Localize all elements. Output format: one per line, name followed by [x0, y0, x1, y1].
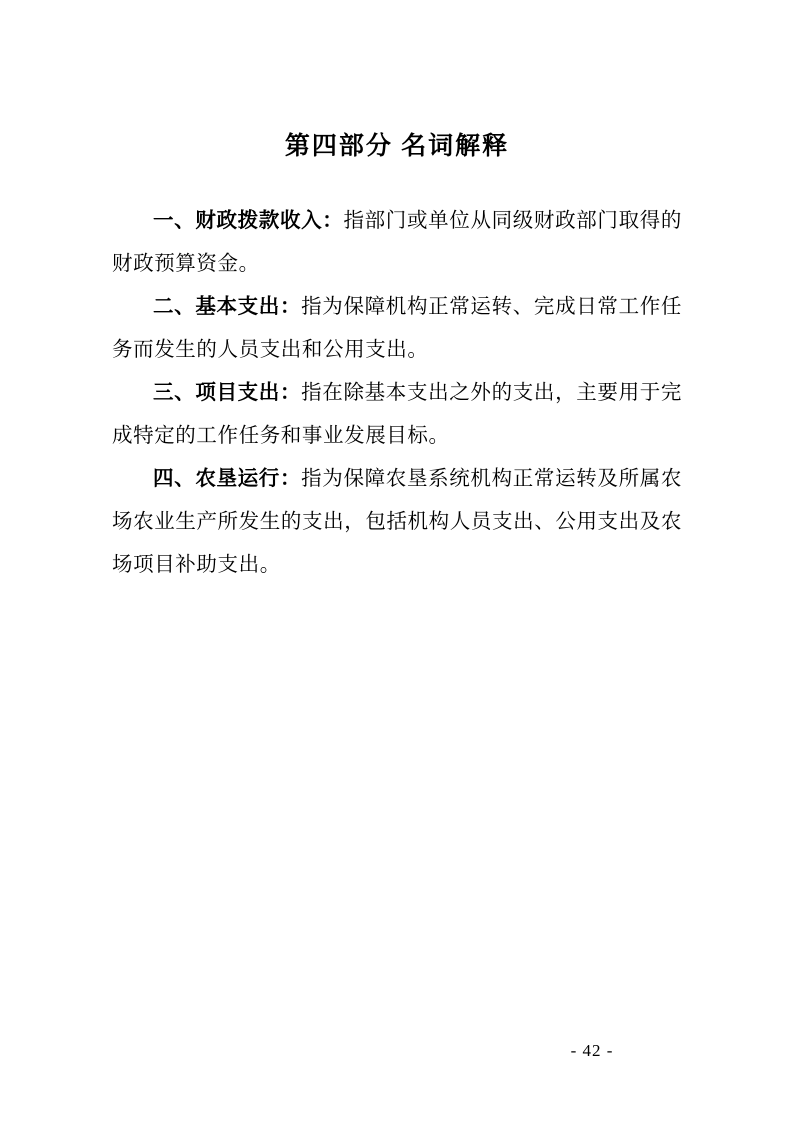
paragraph-lead: 二、基本支出：: [153, 295, 302, 318]
paragraph-item: [112, 458, 682, 587]
paragraph-text: 指为保障农垦系统机构正常运转及所属农场农业生产所发生的支出，包括机构人员支出、公用支出及农场项目补助支出。: [112, 467, 682, 576]
paragraph-item: [112, 372, 682, 458]
page-number: - 42 -: [570, 1041, 614, 1060]
paragraph-text: 指为保障机构正常运转、完成日常工作任务而发生的人员支出和公用支出。: [112, 295, 682, 361]
paragraph-lead: 一、财政拨款收入：: [153, 209, 344, 232]
paragraph-item: [112, 286, 682, 372]
paragraph-lead: 四、农垦运行：: [153, 467, 302, 490]
paragraph-text: 指在除基本支出之外的支出，主要用于完成特定的工作任务和事业发展目标。: [112, 381, 682, 447]
paragraph-item: [112, 200, 682, 286]
paragraph-lead: 三、项目支出：: [153, 381, 302, 404]
paragraph-text: 指部门或单位从同级财政部门取得的财政预算资金。: [112, 209, 682, 275]
document-body: [112, 200, 682, 587]
page-title: 第四部分 名词解释: [284, 133, 510, 160]
